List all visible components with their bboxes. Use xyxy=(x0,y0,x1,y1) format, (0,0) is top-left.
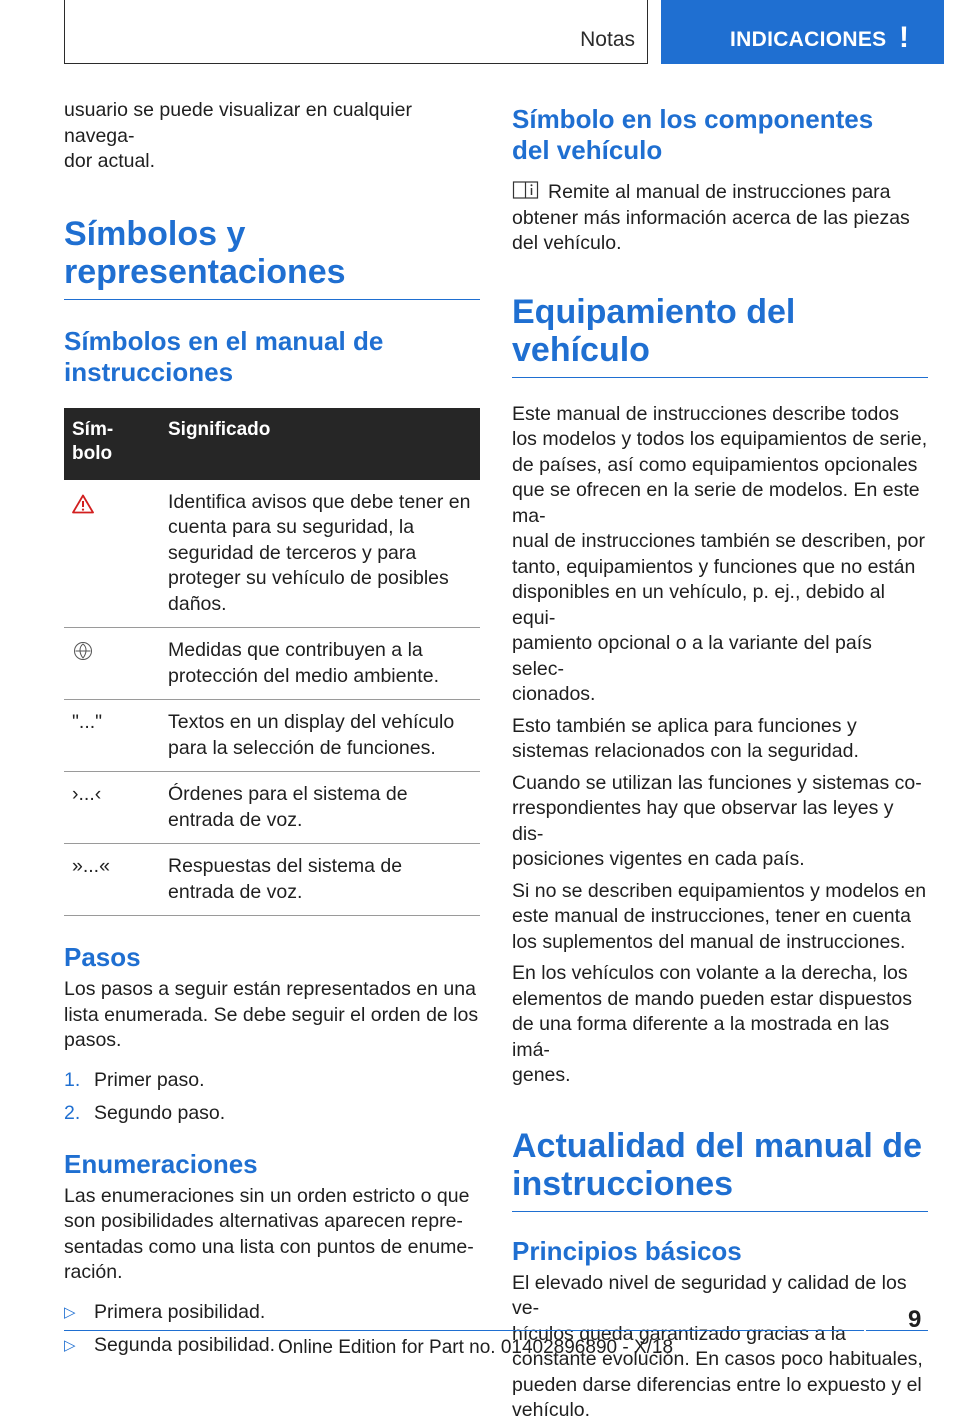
step-number: 2. xyxy=(64,1102,81,1124)
list-item xyxy=(64,1300,480,1326)
table-header-row xyxy=(64,408,480,480)
footer-divider xyxy=(64,1330,864,1331)
table-cell-symbol xyxy=(64,628,160,700)
footer-divider-short xyxy=(866,1330,928,1331)
componentes-text-content: Remite al manual de instrucciones para obtener más información acerca de las piezas del vehículo. xyxy=(512,181,910,254)
table-header-meaning: Significado xyxy=(160,408,480,480)
table-row xyxy=(64,844,480,916)
environment-leaf-icon xyxy=(72,640,94,662)
right-column xyxy=(512,104,928,1424)
table-cell-meaning: Textos en un display del vehículo para la selección de funciones. xyxy=(160,700,480,772)
subtitle-simbolo-componentes: Símbolo en los componentes del vehículo xyxy=(512,104,874,165)
equipamiento-para: Este manual de instrucciones describe todos los modelos y todos los equipamientos de serie, de países, así como equipamientos opcionales que se ofrecen en la serie de modelos. En este ma- nual de instrucciones también se describen, por tanto, equipamientos y funciones que no están disponibles en un vehículo, p. ej., debido al equi- pamiento opcional o a la variante del país selec- cionados. xyxy=(512,402,928,705)
manual-book-icon xyxy=(512,180,540,200)
enum-item-text: Segunda posibilidad. xyxy=(94,1334,276,1356)
table-row xyxy=(64,700,480,772)
list-item xyxy=(64,1101,480,1127)
step-text: Primer paso. xyxy=(94,1068,205,1091)
table-header-symbol: Sím- bolo xyxy=(64,408,160,480)
section-title-equipamiento: Equipamiento del vehículo xyxy=(512,293,928,378)
pasos-text: Los pasos a seguir están representados en una lista enumerada. Se debe seguir el orden de los pasos. xyxy=(64,978,479,1051)
table-cell-meaning: Respuestas del sistema de entrada de voz. xyxy=(160,844,480,916)
warning-triangle-icon xyxy=(72,494,94,514)
table-cell-symbol: »...« xyxy=(64,844,160,916)
left-column xyxy=(64,98,480,1359)
equipamiento-para: Cuando se utilizan las funciones y sistemas co- rrespondientes hay que observar las leyes y dis- posiciones vigentes en cada país. xyxy=(512,771,922,870)
steps-list xyxy=(64,1068,480,1127)
triangle-bullet-icon: ▷ xyxy=(64,1303,76,1321)
table-cell-meaning: Medidas que contribuyen a la protección del medio ambiente. xyxy=(160,628,480,700)
intro-text: usuario se puede visualizar en cualquier navega- dor actual. xyxy=(64,99,412,172)
equipamiento-body xyxy=(512,402,928,1089)
equipamiento-para: En los vehículos con volante a la derecha, los elementos de mando pueden estar dispuestos de una forma diferente a la mostrada en las imá- genes. xyxy=(512,962,913,1086)
step-number: 1. xyxy=(64,1068,81,1091)
page-number: 9 xyxy=(908,1306,922,1333)
subtitle-simbolos-manual: Símbolos en el manual de instrucciones xyxy=(64,325,384,387)
enum-item-text: Primera posibilidad. xyxy=(94,1300,266,1323)
triangle-bullet-icon: ▷ xyxy=(64,1337,76,1354)
table-cell-meaning: Identifica avisos que debe tener en cuenta para su seguridad, la seguridad de terceros y para proteger su vehículo de posibles daños. xyxy=(160,480,480,628)
table-row xyxy=(64,480,480,628)
table-cell-symbol: ›...‹ xyxy=(64,772,160,844)
symbols-table xyxy=(64,408,480,917)
header-notas-label: Notas xyxy=(580,28,635,51)
footer-edition: Online Edition for Part no. 01402896890 - X/18 xyxy=(278,1337,674,1358)
header-section-label: INDICACIONES xyxy=(730,28,887,51)
header-section-tab xyxy=(661,0,944,64)
componentes-text xyxy=(512,180,928,257)
subtitle-pasos: Pasos xyxy=(64,942,141,972)
step-text: Segundo paso. xyxy=(94,1102,226,1124)
header-frame xyxy=(64,0,648,64)
subtitle-enumeraciones: Enumeraciones xyxy=(64,1148,258,1179)
table-cell-symbol: "..." xyxy=(64,700,160,772)
section-title-simbolos: Símbolos y representaciones xyxy=(64,215,480,300)
exclamation-icon: ! xyxy=(899,21,909,54)
principios-text: El elevado nivel de seguridad y calidad de los ve- hículos queda garantizado gracias a la constante evolución. En casos poco habituales, pueden darse diferencias entre lo expuesto y el vehículo. xyxy=(512,1271,923,1421)
equipamiento-para: Esto también se aplica para funciones y sistemas relacionados con la seguridad. xyxy=(512,714,859,762)
table-row xyxy=(64,628,480,700)
table-cell-symbol xyxy=(64,480,160,628)
subtitle-principios: Principios básicos xyxy=(512,1235,742,1266)
list-item xyxy=(64,1068,480,1094)
table-cell-meaning: Órdenes para el sistema de entrada de voz. xyxy=(160,772,480,844)
table-row xyxy=(64,772,480,844)
equipamiento-para: Si no se describen equipamientos y modelos en este manual de instrucciones, tener en cuenta los suplementos del manual de instrucciones. xyxy=(512,879,927,953)
section-title-actualidad: Actualidad del manual de instrucciones xyxy=(512,1127,928,1212)
enum-text: Las enumeraciones sin un orden estricto o que son posibilidades alternativas aparecen repre- sentadas como una lista con puntos de enume- ración. xyxy=(64,1184,474,1283)
